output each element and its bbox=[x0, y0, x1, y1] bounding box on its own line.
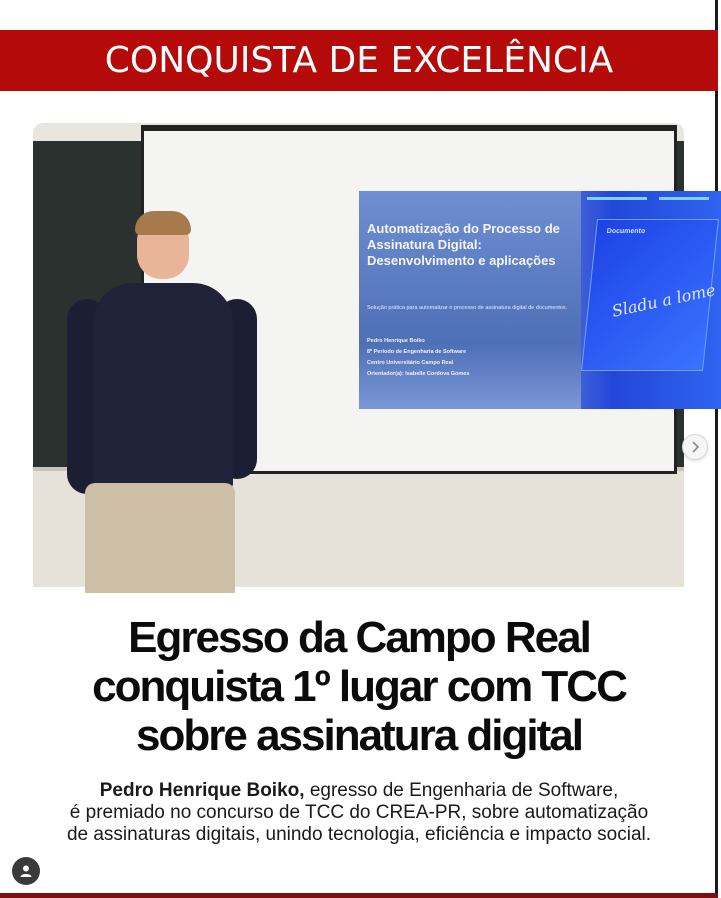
slide-title: Automatização do Processo de Assinatura Digital: Desenvolvimento e aplicações bbox=[367, 221, 560, 268]
slide-subtitle: Solução prática para automatizar o processo de assinatura digital de documentos. bbox=[367, 305, 568, 311]
slide-accent-bar bbox=[587, 197, 647, 200]
slide-author: Pedro Henrique Boiko bbox=[367, 338, 425, 344]
person-name: Pedro Henrique Boiko, bbox=[99, 780, 305, 801]
bottom-strip bbox=[0, 893, 718, 898]
user-icon bbox=[19, 864, 33, 878]
summary-line-3: de assinaturas digitais, unindo tecnologia, eficiência e impacto social. bbox=[66, 824, 652, 845]
next-image-button[interactable] bbox=[682, 434, 708, 460]
post-photo[interactable] bbox=[33, 123, 718, 587]
slide-institution: Centro Universitário Campo Real bbox=[367, 360, 454, 366]
headline bbox=[20, 613, 698, 760]
page-edge bbox=[715, 0, 718, 898]
summary-line-1-rest: egresso de Engenharia de Software, bbox=[304, 780, 619, 801]
person-shirt bbox=[93, 283, 233, 493]
document-label: Documento bbox=[606, 228, 646, 235]
category-banner bbox=[0, 30, 718, 91]
headline-line: conquista 1º lugar com TCC bbox=[92, 662, 626, 711]
slide-advisor: Orientador(a): Isabelle Cordova Gomes bbox=[367, 371, 470, 377]
profile-avatar[interactable] bbox=[12, 857, 40, 885]
person-pants bbox=[85, 483, 235, 593]
slide-text-panel bbox=[359, 191, 581, 409]
signature-graphic: Sladu a lome bbox=[610, 280, 718, 321]
slide-course: 8º Período de Engenharia de Software bbox=[367, 349, 467, 355]
banner-title: CONQUISTA DE EXCELÊNCIA bbox=[104, 40, 614, 81]
slide-meta bbox=[367, 336, 577, 380]
chevron-right-icon bbox=[690, 441, 700, 453]
slide-accent-bar bbox=[659, 197, 709, 200]
summary-line-1 bbox=[20, 780, 698, 802]
headline-line: Egresso da Campo Real bbox=[128, 613, 590, 662]
person-hair bbox=[135, 211, 191, 235]
summary-line-2: é premiado no concurso de TCC do CREA-PR, sobre automatização bbox=[69, 802, 649, 823]
summary-text bbox=[20, 780, 698, 846]
headline-line: sobre assinatura digital bbox=[136, 711, 582, 760]
presentation-slide bbox=[359, 191, 721, 409]
